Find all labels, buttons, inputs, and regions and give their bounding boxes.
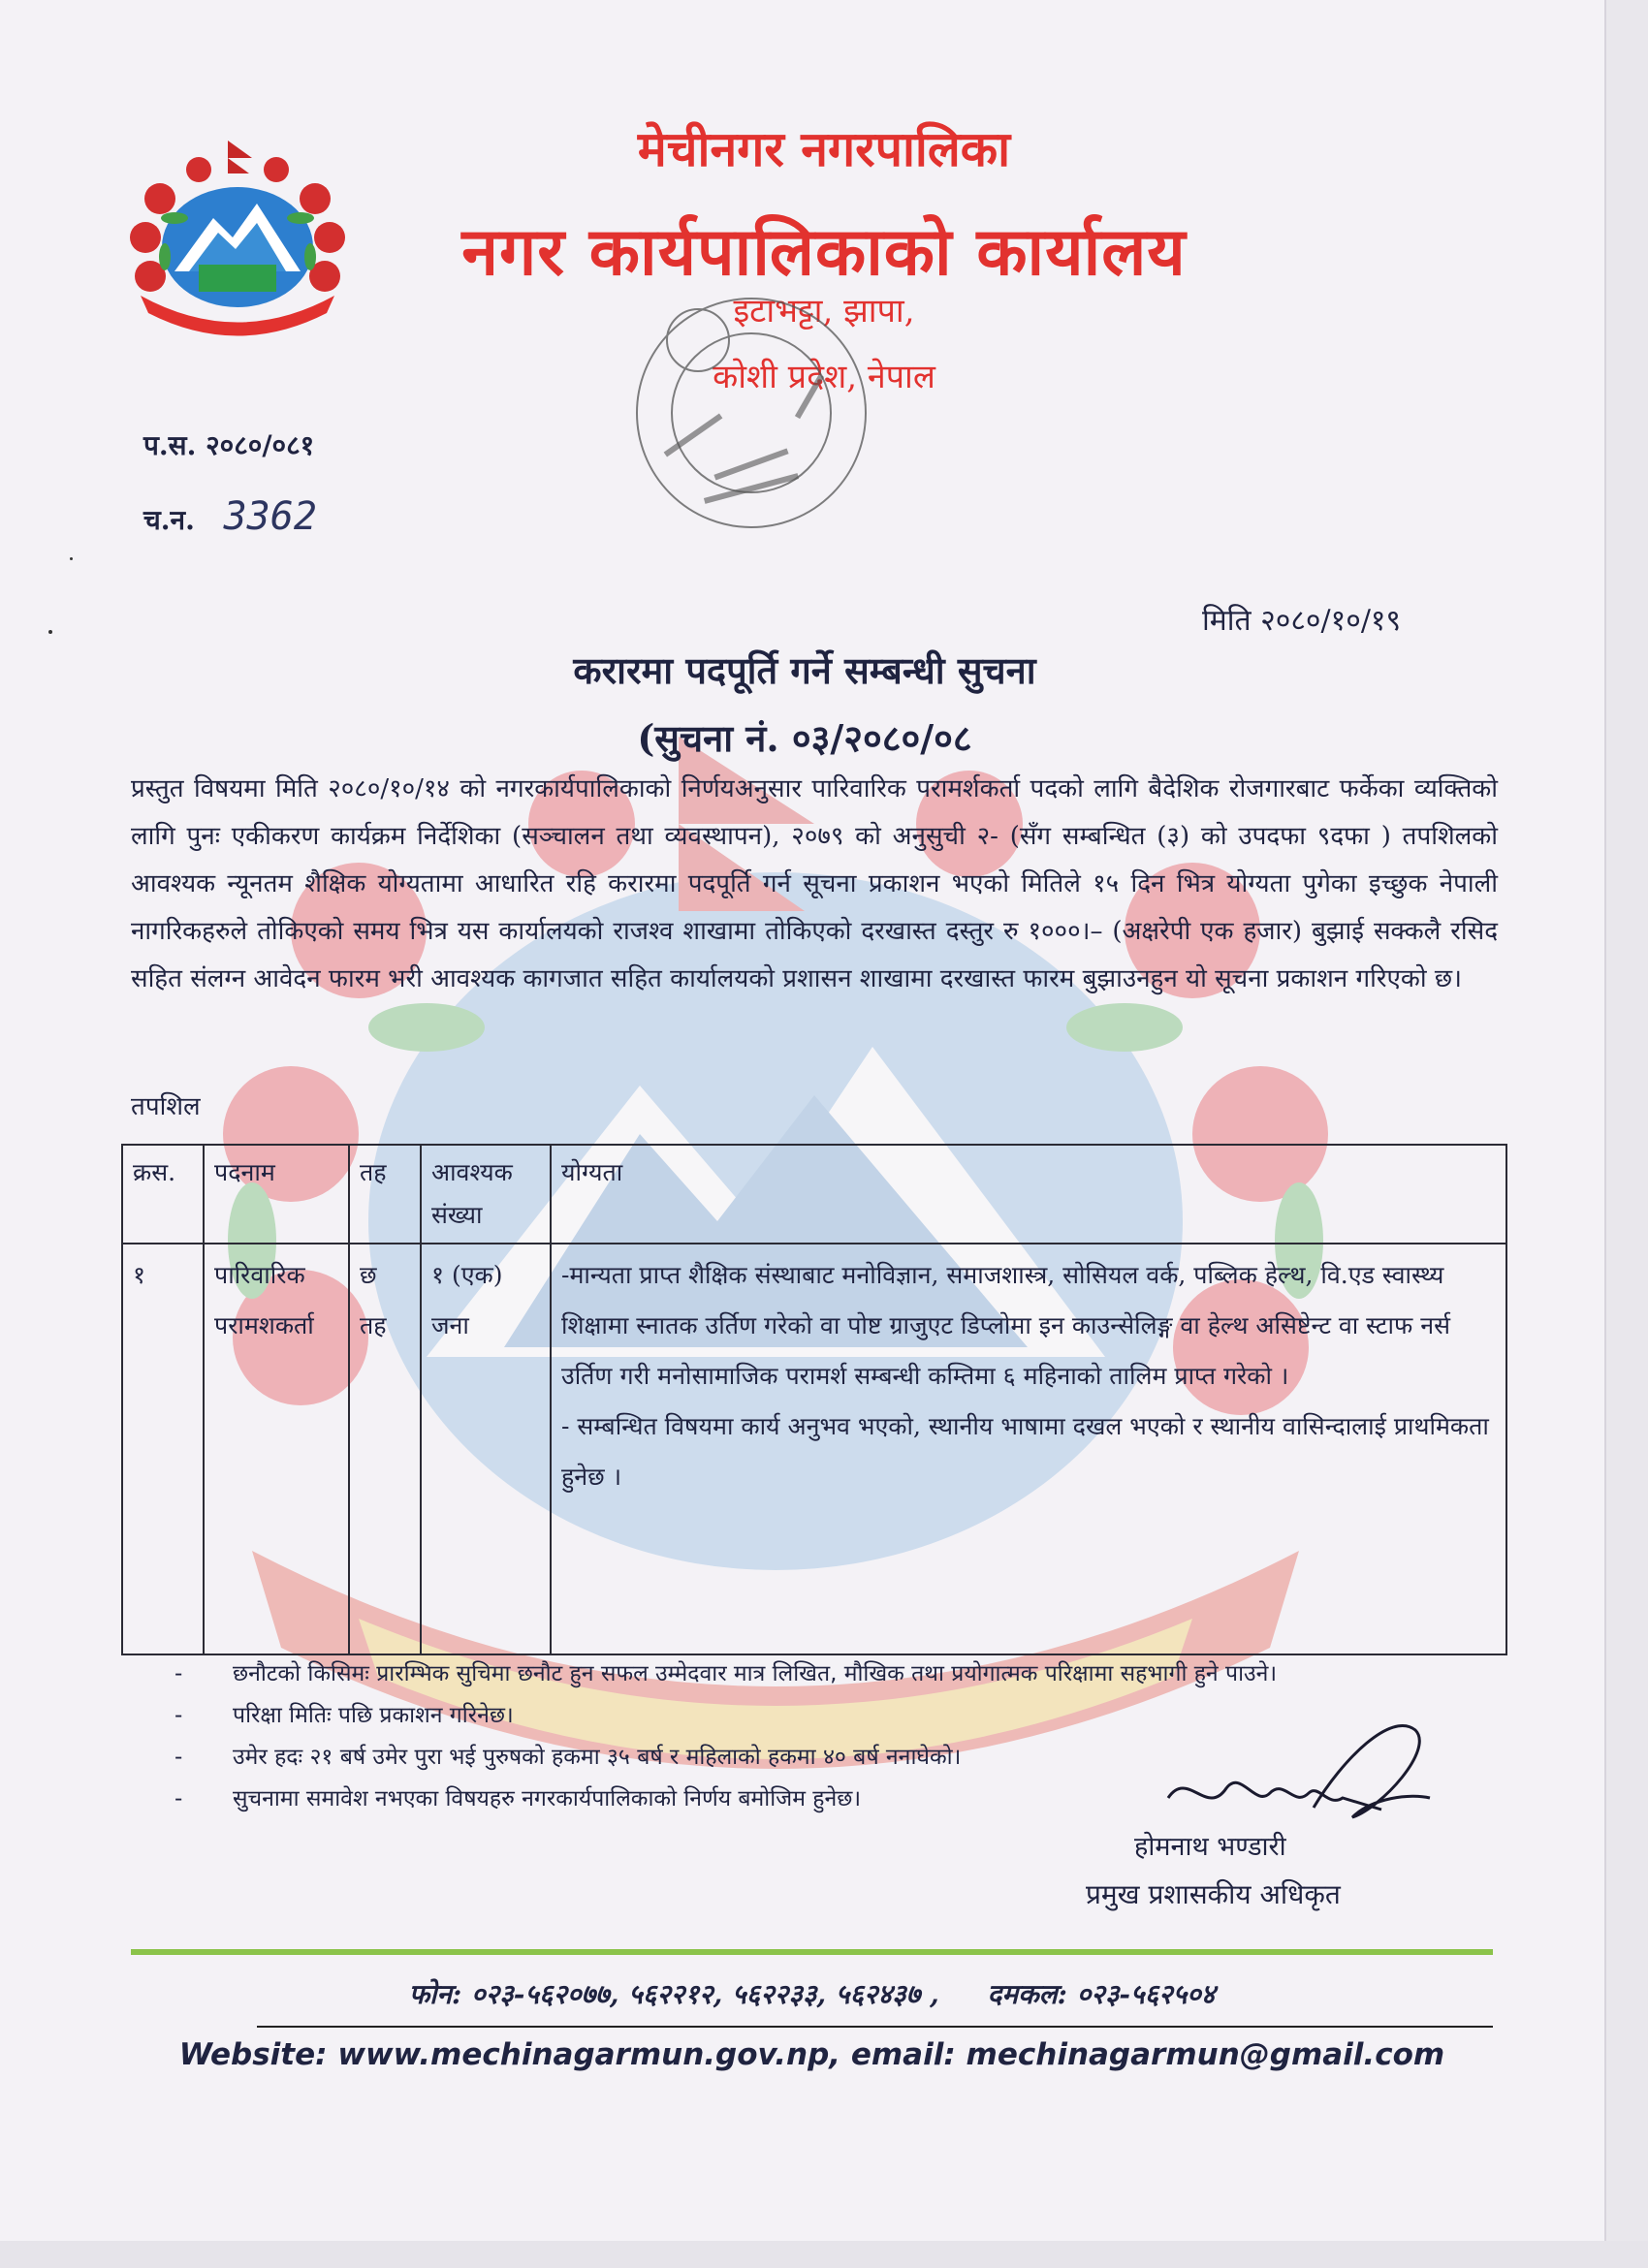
scan-speck [70, 557, 73, 560]
header-qualification: योग्यता [551, 1145, 1506, 1244]
schedule-label: तपशिल [131, 1092, 201, 1121]
dispatch-number-reference [143, 494, 317, 539]
cell-level: छ तह [349, 1244, 421, 1654]
footer-divider [131, 1949, 1493, 1955]
phone-label: फोन: [408, 1978, 462, 2010]
page-edge [1604, 0, 1648, 2268]
fax-number: ०२३-५६२५०४ [1076, 1978, 1216, 2010]
cell-qualification [551, 1244, 1506, 1654]
footer-rule [257, 2026, 1493, 2028]
scan-bottom-edge [0, 2241, 1648, 2268]
website-link[interactable]: www.mechinagarmun.gov.np, [337, 2037, 841, 2072]
footer-contact [131, 1975, 1493, 2012]
header-count: आवश्यक संख्या [421, 1145, 551, 1244]
list-item: - छनौटको किसिमः प्रारम्भिक सुचिमा छनौट हुन सफल उम्मेदवार मात्र लिखित, मौखिक तथा प्रयोगात्मक परिक्षामा सहभागी हुने पाउने। [174, 1654, 1435, 1695]
vacancy-table [121, 1144, 1507, 1655]
notice-body: प्रस्तुत विषयमा मिति २०८०/१०/१४ को नगरकार्यपालिकाको निर्णयअनुसार पारिवारिक परामर्शकर्ता पदको लागि बैदेशिक रोजगारबाट फर्केका व्यक्तिको लागि पुनः एकीकरण कार्यक्रम निर्देशिका (सञ्चालन तथा व्यवस्थापन), २०७९ को अनुसुची २- (सँग सम्बन्धित (३) को उपदफा ९दफा ) तपशिलको आवश्यक न्यूनतम शैक्षिक योग्यतामा आधारित रहि करारमा पदपूर्ति गर्न सूचना प्रकाशन भएको मितिले १५ दिन भित्र योग्यता पुगेका इच्छुक नेपाली नागरिकहरुले तोकिएको समय भित्र यस कार्यालयको राजश्व शाखामा तोकिएको दरखास्त दस्तुर रु १०००।– (अक्षरेपी एक हजार) बुझाई सक्कलै रसिद सहित संलग्न आवेदन फारम भरी आवश्यक कागजात सहित कार्यालयको प्रशासन शाखामा दरखास्त फारम बुझाउनहुन यो सूचना प्रकाशन गरिएको छ। [131, 774, 1498, 993]
notice-number: (सुचना नं. ०३/२०८०/०८ [637, 716, 972, 760]
header-post: पदनाम [204, 1145, 349, 1244]
dispatch-label: च.न. [143, 504, 195, 536]
scan-speck [48, 630, 52, 634]
website-label: Website: [178, 2037, 328, 2072]
fiscal-year-reference: प.स. २०८०/०८१ [143, 429, 315, 461]
table-header-row [122, 1145, 1506, 1244]
signatory-title: प्रमुख प्रशासकीय अधिकृत [1086, 1878, 1341, 1910]
qualification-education: -मान्यता प्राप्त शैक्षिक संस्थाबाट मनोविज्ञान, समाजशास्त्र, सोसियल वर्क, पब्लिक हेल्थ, वि.एड स्वास्थ्य शिक्षामा स्नातक उर्तिण गरेको वा पोष्ट ग्राजुएट डिप्लोमा इन काउन्सेलिङ्ग वा हेल्थ असिष्टेन्ट वा स्टाफ नर्स उर्तिण गरी मनोसामाजिक परामर्श सम्बन्धी कम्तिमा ६ महिनाको तालिम प्राप्त गरेको । [561, 1261, 1450, 1390]
list-item: - परिक्षा मितिः पछि प्रकाशन गरिनेछ। [174, 1695, 1435, 1737]
phone-numbers: ०२३-५६२०७७, ५६२२१२, ५६२२३३, ५६२४३७ , [471, 1978, 939, 2010]
address-line-2: कोशी प्रदेश, नेपाल [713, 358, 935, 396]
email-label: email: [850, 2037, 956, 2072]
handwritten-signature [1149, 1701, 1440, 1846]
cell-post: पारिवारिक परामशकर्ता [204, 1244, 349, 1654]
footer-web [131, 2037, 1493, 2072]
table-row [122, 1244, 1506, 1654]
cell-count: १ (एक) जना [421, 1244, 551, 1654]
cell-sn: १ [122, 1244, 204, 1654]
qualification-preference: - सम्बन्धित विषयमा कार्य अनुभव भएको, स्थानीय भाषामा दखल भएको र स्थानीय वासिन्दालाई प्राथमिकता हुनेछ । [561, 1412, 1489, 1491]
dispatch-number-handwritten: 3362 [223, 494, 317, 539]
nepal-emblem-icon [121, 141, 354, 344]
notice-title: करारमा पदपूर्ति गर्ने सम्बन्धी सुचना [573, 648, 1036, 692]
header-sn: क्रस. [122, 1145, 204, 1244]
address-line-1: इटाभट्टा, झापा, [733, 292, 915, 331]
office-seal-stamp [620, 287, 882, 539]
list-item: - सुचनामा समावेश नभएका विषयहरु नगरकार्यपालिकाको निर्णय बमोजिम हुनेछ। [174, 1779, 1435, 1820]
office-name: नगर कार्यपालिकाको कार्यालय [461, 213, 1187, 291]
list-item: - उमेर हदः २१ बर्ष उमेर पुरा भई पुरुषको हकमा ३५ बर्ष र महिलाको हकमा ४० बर्ष ननाघेको। [174, 1737, 1435, 1779]
fax-label: दमकल: [987, 1978, 1067, 2010]
signatory-name: होमनाथ भण्डारी [1134, 1832, 1286, 1862]
municipality-name: मेचीनगर नगरपालिका [637, 120, 1011, 177]
notice-date: मिति २०८०/१०/१९ [1202, 604, 1402, 638]
email-link[interactable]: mechinagarmun@gmail.com [966, 2037, 1445, 2072]
header-level: तह [349, 1145, 421, 1244]
